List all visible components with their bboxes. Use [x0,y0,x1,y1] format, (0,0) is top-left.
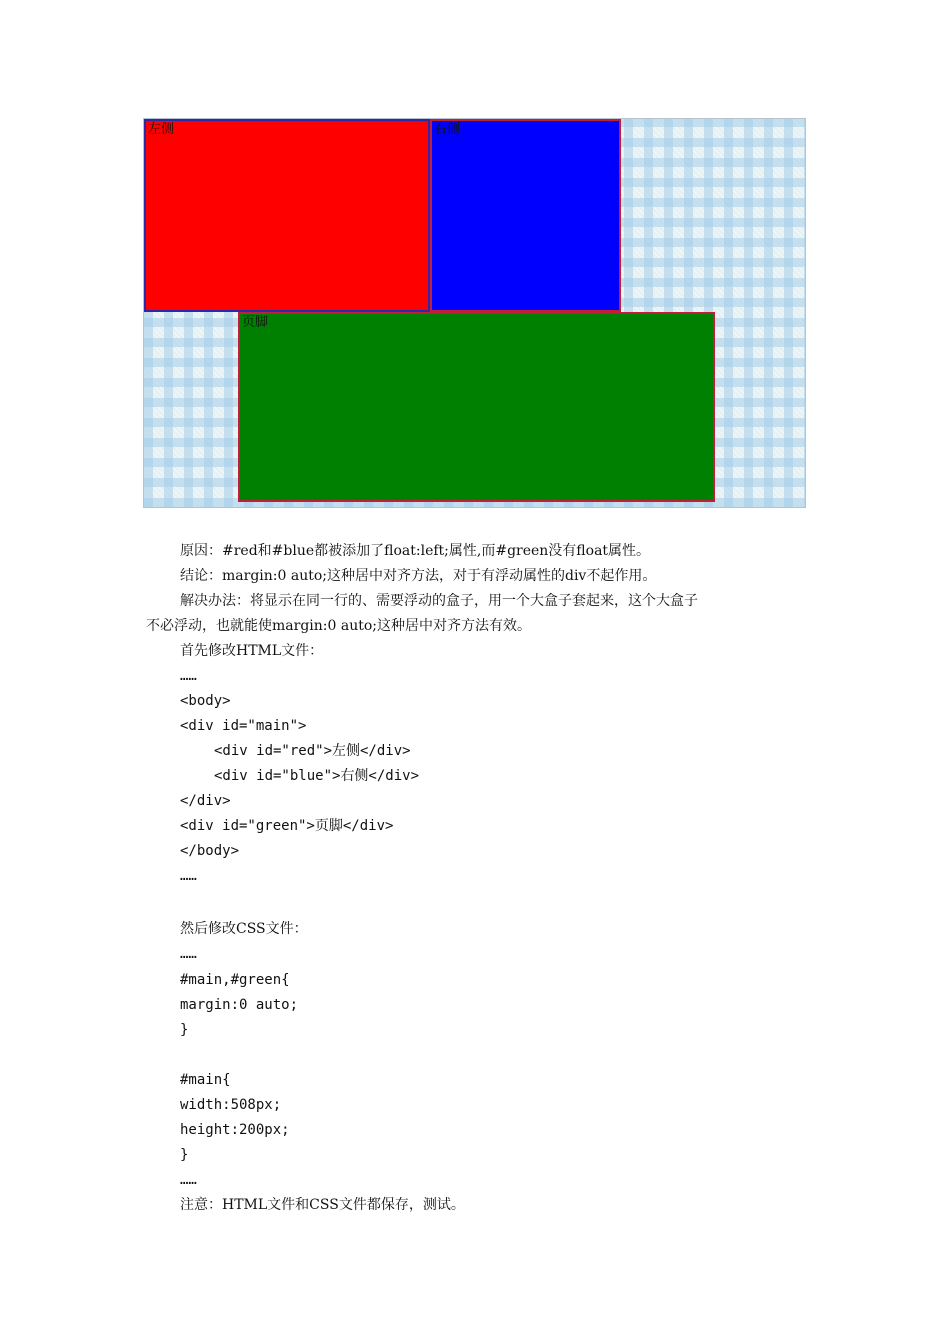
solution-paragraph-line1: 解决办法：将显示在同一行的、需要浮动的盒子，用一个大盒子套起来，这个大盒子 [180,593,698,609]
html-intro: 首先修改HTML文件： [180,643,324,659]
css-code-line: #main,#green{ [180,972,290,988]
html-code-line: <div id="main"> [180,718,307,734]
html-code-line: <body> [180,693,231,709]
css-code-line: height:200px; [180,1122,290,1138]
green-box [238,312,715,502]
css-intro: 然后修改CSS文件： [180,921,308,937]
css-code-line: } [180,1147,189,1163]
blue-box-label: 右侧 [434,122,461,137]
html-code-ellipsis-bottom: …… [180,868,197,884]
css-code-ellipsis-bottom: …… [180,1172,197,1188]
conclusion-paragraph: 结论：margin:0 auto;这种居中对齐方法，对于有浮动属性的div不起作用。 [180,568,657,584]
css-code-line: #main{ [180,1072,231,1088]
red-box [144,119,430,312]
demo-figure [143,118,806,508]
html-code-line: </div> [180,793,231,809]
html-code-line: <div id="red">左侧</div> [214,743,411,759]
note-paragraph: 注意：HTML文件和CSS文件都保存，测试。 [180,1197,465,1213]
css-code-ellipsis-top: …… [180,946,197,962]
css-code-line: width:508px; [180,1097,282,1113]
css-code-line: margin:0 auto; [180,997,299,1013]
html-code-ellipsis-top: …… [180,668,197,684]
html-code-line: <div id="green">页脚</div> [180,818,394,834]
html-code-line: <div id="blue">右侧</div> [214,768,420,784]
css-code-line: } [180,1022,189,1038]
html-code-line: </body> [180,843,240,859]
reason-paragraph: 原因：#red和#blue都被添加了float:left;属性,而#green没有float属性。 [180,543,651,559]
blue-box [430,119,621,312]
red-box-label: 左侧 [148,122,175,137]
solution-paragraph-line2: 不必浮动，也就能使margin:0 auto;这种居中对齐方法有效。 [146,618,531,634]
green-box-label: 页脚 [242,315,269,330]
